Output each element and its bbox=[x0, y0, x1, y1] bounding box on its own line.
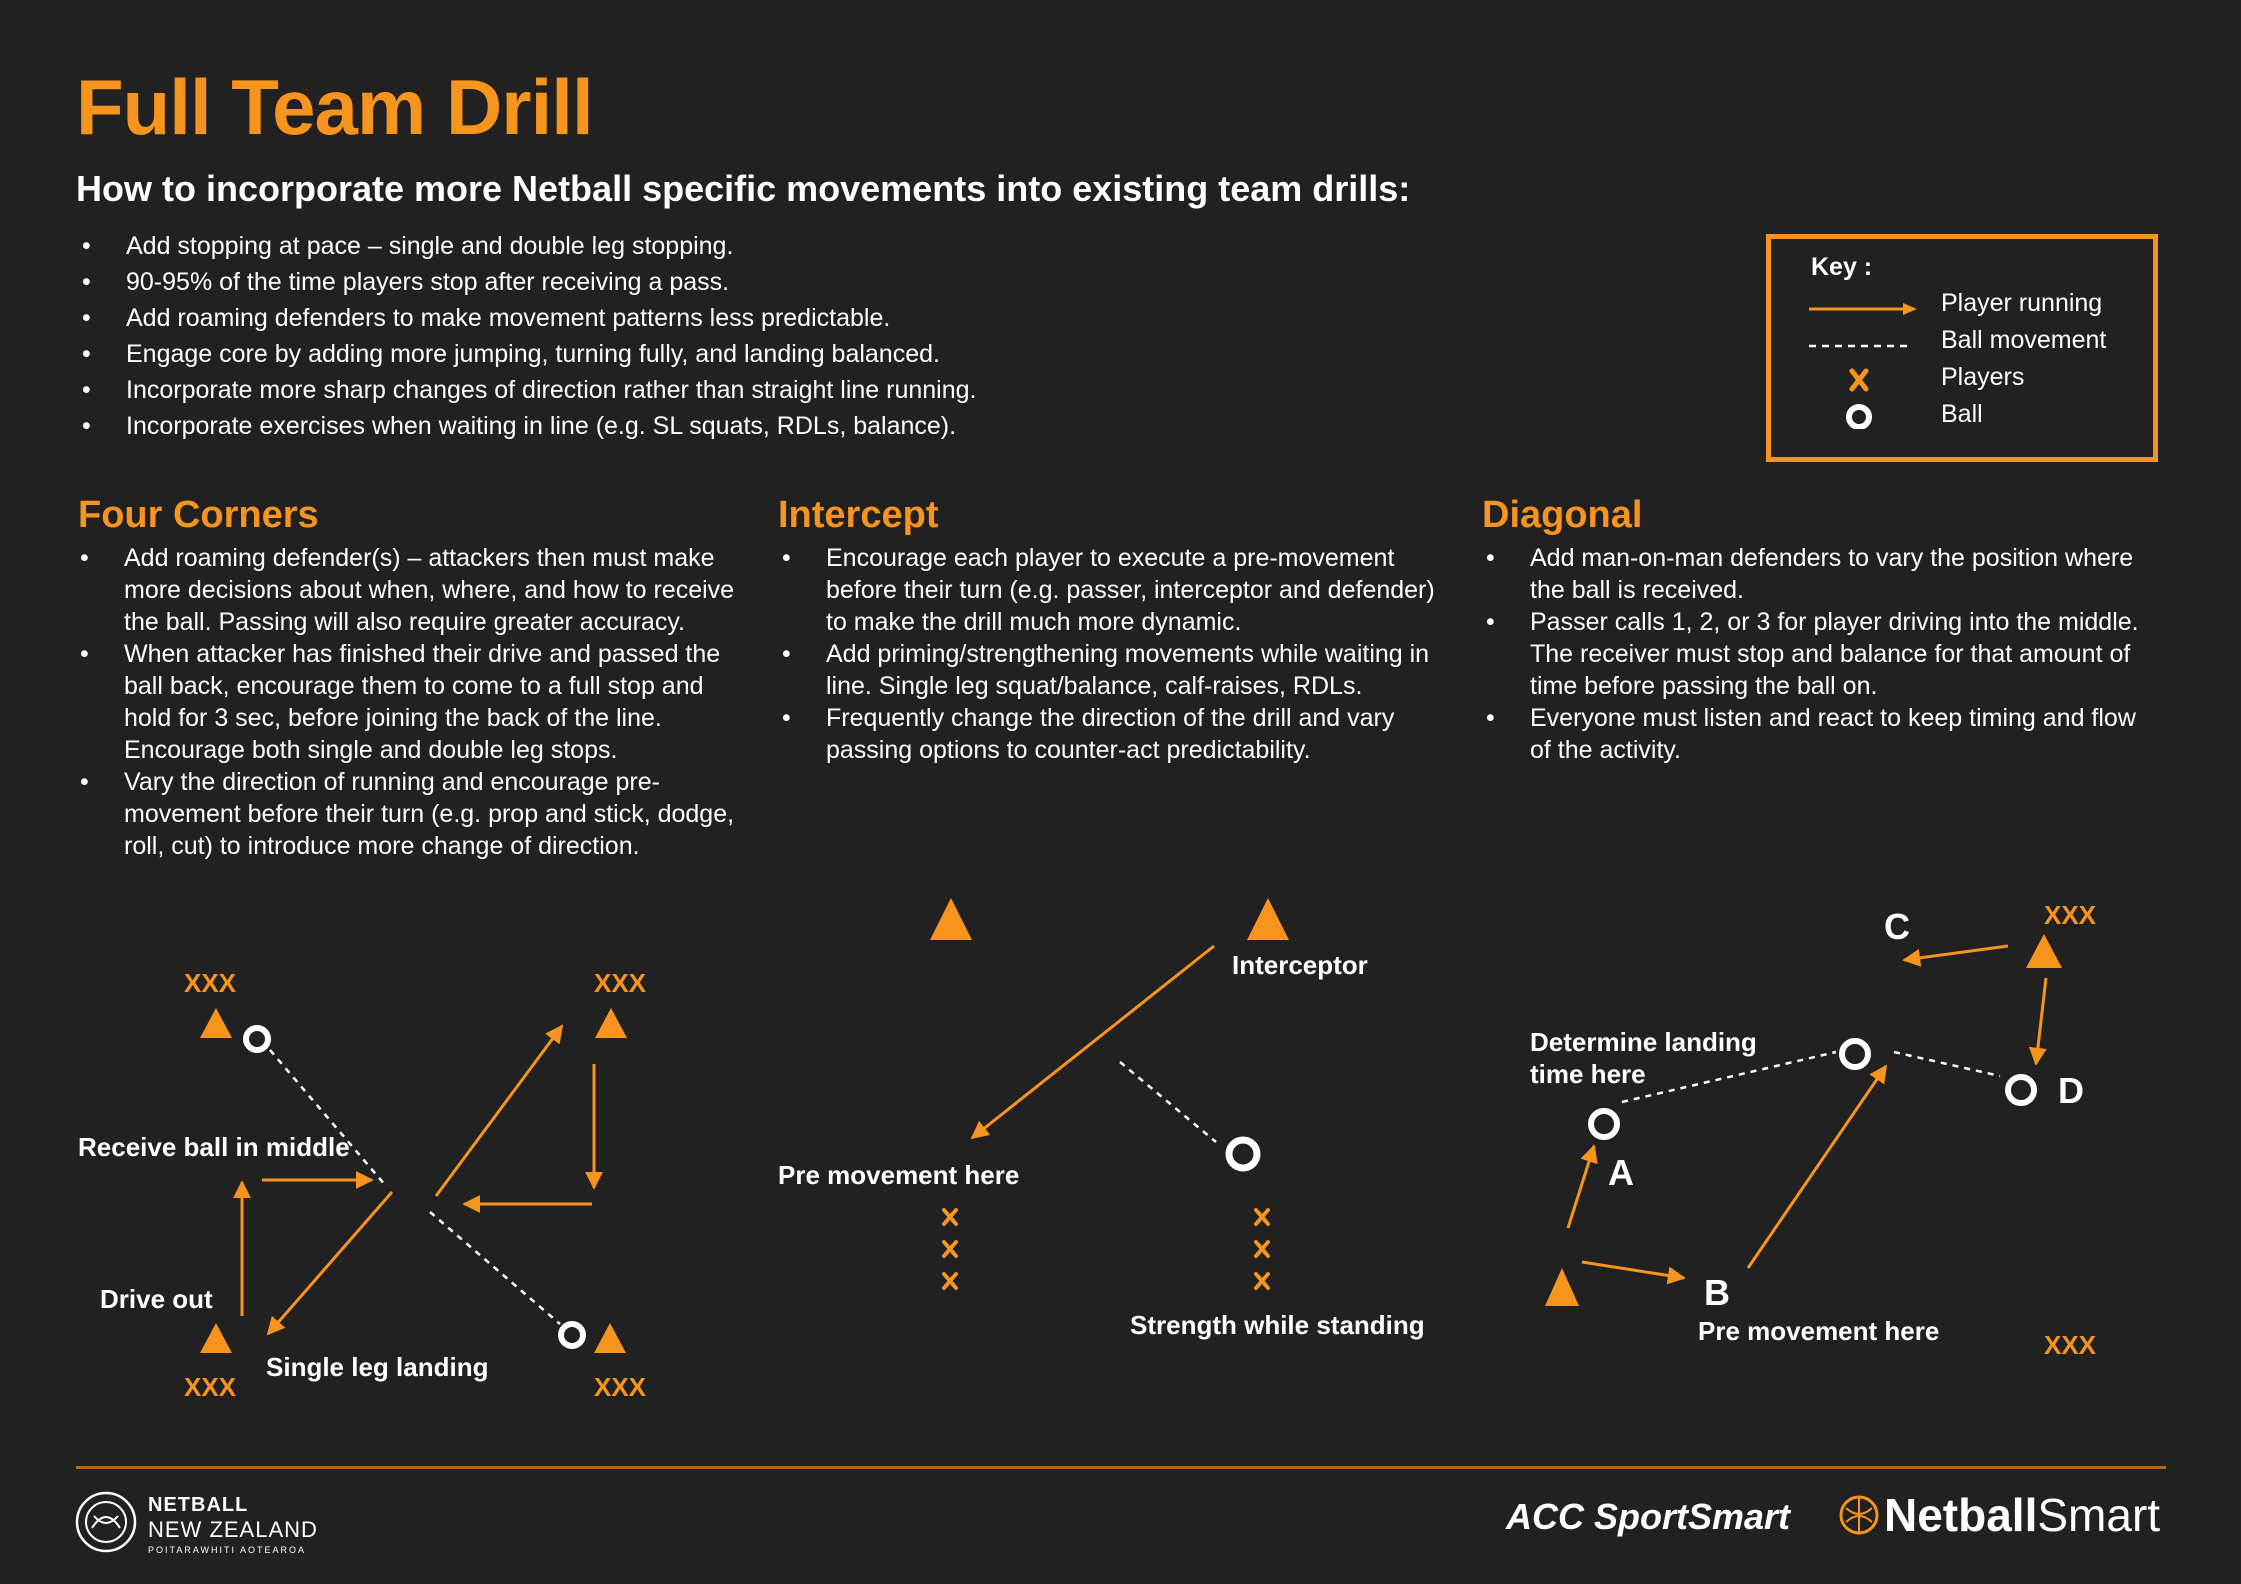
ball-pass-line bbox=[1120, 1062, 1216, 1142]
intro-bullet: • 90-95% of the time players stop after receiving a pass. bbox=[78, 264, 1278, 300]
four-corners-diagram bbox=[200, 1008, 627, 1353]
key-label-ball-movement: Ball movement bbox=[1941, 326, 2107, 354]
netballsmart-wordmark bbox=[1884, 1488, 2160, 1542]
strength-standing-label: Strength while standing bbox=[1130, 1310, 1425, 1340]
cone-icon bbox=[930, 898, 972, 940]
ball-icon bbox=[561, 1324, 583, 1346]
player-group-label: XXX bbox=[594, 968, 647, 998]
netballsmart-logo-icon bbox=[1838, 1494, 1880, 1536]
intercept-bullet: • Encourage each player to execute a pre-movement before their turn (e.g. passer, interceptor and defender) to make the drill much more dynamic. bbox=[778, 542, 1446, 638]
pre-movement-label: Pre movement here bbox=[778, 1160, 1020, 1190]
run-arrow bbox=[436, 1026, 562, 1196]
intro-bullet: • Add stopping at pace – single and double leg stopping. bbox=[78, 228, 1278, 264]
intercept-bullet: • Frequently change the direction of the drill and vary passing options to counter-act predictability. bbox=[778, 702, 1446, 766]
key-label-players: Players bbox=[1941, 363, 2025, 391]
section-title-diagonal: Diagonal bbox=[1482, 494, 1643, 536]
four-corners-bullet: • When attacker has finished their drive and passed the ball back, encourage them to come to a full stop and hold for 3 sec, before joining the back of the line. Encourage both single and double leg stops. bbox=[76, 638, 756, 766]
point-d-label: D bbox=[2058, 1070, 2084, 1111]
four-corners-bullet: • Add roaming defender(s) – attackers then must make more decisions about when, where, and how to receive the ball. Passing will also require greater accuracy. bbox=[76, 542, 756, 638]
player-group-label: XXX bbox=[2044, 1330, 2097, 1360]
page-subtitle: How to incorporate more Netball specific movements into existing team drills: bbox=[76, 168, 1411, 209]
arrow-icon bbox=[1809, 303, 1917, 315]
netball-nz-wordmark bbox=[148, 1494, 318, 1555]
cone-icon bbox=[1247, 898, 1289, 940]
key-label-ball: Ball bbox=[1941, 400, 1983, 428]
netballsmart-bold: Netball bbox=[1884, 1489, 2038, 1541]
run-arrow bbox=[2036, 978, 2046, 1064]
point-b-label: B bbox=[1704, 1272, 1730, 1313]
cone-icon bbox=[200, 1323, 232, 1353]
pre-movement-label: Pre movement here bbox=[1698, 1316, 1940, 1346]
x-icon bbox=[1852, 371, 1866, 389]
netballsmart-light: Smart bbox=[2037, 1489, 2161, 1541]
diagonal-bullet: • Add man-on-man defenders to vary the position where the ball is received. bbox=[1482, 542, 2162, 606]
point-c-label: C bbox=[1884, 906, 1910, 947]
ball-icon bbox=[1229, 1140, 1257, 1168]
intro-bullet: • Engage core by adding more jumping, turning fully, and landing balanced. bbox=[78, 336, 1278, 372]
ball-pass-line bbox=[1894, 1052, 2000, 1076]
single-leg-landing-label: Single leg landing bbox=[266, 1352, 489, 1382]
key-label-running: Player running bbox=[1941, 289, 2103, 317]
diagonal-bullet: • Passer calls 1, 2, or 3 for player driving into the middle. The receiver must stop and balance for that amount of time before passing the ball on. bbox=[1482, 606, 2162, 702]
player-group-label: XXX bbox=[2044, 900, 2097, 930]
run-arrow bbox=[268, 1192, 392, 1334]
run-arrow bbox=[1582, 1262, 1684, 1278]
ball-icon bbox=[1842, 1041, 1868, 1067]
legend-key-box bbox=[1766, 234, 2158, 462]
ball-icon bbox=[2008, 1077, 2034, 1103]
player-group-label: XXX bbox=[594, 1372, 647, 1402]
netball-nz-logo-icon bbox=[74, 1490, 138, 1554]
player-group-label: XXX bbox=[184, 1372, 237, 1402]
cone-icon bbox=[594, 1323, 626, 1353]
run-arrow bbox=[1748, 1066, 1886, 1268]
section-title-intercept: Intercept bbox=[778, 494, 939, 536]
cone-icon bbox=[1545, 1268, 1579, 1306]
nz-line-1: NETBALL bbox=[148, 1494, 249, 1516]
player-group-label: XXX bbox=[184, 968, 237, 998]
ball-icon bbox=[246, 1028, 268, 1050]
intro-bullet: • Add roaming defenders to make movement patterns less predictable. bbox=[78, 300, 1278, 336]
intro-bullet-list bbox=[78, 228, 1278, 444]
four-corners-bullets bbox=[76, 542, 756, 862]
diagonal-bullet: • Everyone must listen and react to keep timing and flow of the activity. bbox=[1482, 702, 2162, 766]
ball-pass-line bbox=[270, 1050, 386, 1186]
landing-time-label: Determine landing time here bbox=[1530, 1027, 1757, 1089]
run-arrow bbox=[1568, 1146, 1594, 1228]
nz-line-2: NEW ZEALAND bbox=[148, 1517, 318, 1542]
run-arrow bbox=[1904, 946, 2008, 960]
cone-icon bbox=[595, 1008, 627, 1038]
x-icon bbox=[944, 1210, 1268, 1288]
ball-pass-line bbox=[430, 1212, 560, 1324]
drive-out-label: Drive out bbox=[100, 1284, 213, 1314]
intercept-bullet: • Add priming/strengthening movements while waiting in line. Single leg squat/balance, calf-raises, RDLs. bbox=[778, 638, 1446, 702]
page-title: Full Team Drill bbox=[76, 63, 593, 151]
cone-icon bbox=[200, 1008, 232, 1038]
four-corners-bullet: • Vary the direction of running and encourage pre-movement before their turn (e.g. prop and stick, dodge, roll, cut) to introduce more change of direction. bbox=[76, 766, 756, 862]
acc-sportsmart-logo: ACC SportSmart bbox=[1506, 1496, 1791, 1537]
key-title: Key : bbox=[1811, 253, 1873, 281]
ball-icon bbox=[1591, 1111, 1617, 1137]
section-title-four-corners: Four Corners bbox=[78, 494, 319, 536]
receive-ball-label: Receive ball in middle bbox=[78, 1132, 350, 1162]
cone-icon bbox=[2026, 934, 2062, 968]
intercept-bullets bbox=[778, 542, 1446, 766]
intro-bullet: • Incorporate more sharp changes of direction rather than straight line running. bbox=[78, 372, 1278, 408]
intro-bullet: • Incorporate exercises when waiting in line (e.g. SL squats, RDLs, balance). bbox=[78, 408, 1278, 444]
key-icons bbox=[1807, 289, 1927, 429]
nz-line-3: POITARAWHITI AOTEAROA bbox=[148, 1545, 307, 1555]
ball-icon bbox=[1849, 407, 1869, 427]
interceptor-label: Interceptor bbox=[1232, 950, 1368, 980]
point-a-label: A bbox=[1608, 1152, 1634, 1193]
footer-divider bbox=[76, 1466, 2166, 1469]
diagonal-bullets bbox=[1482, 542, 2162, 766]
diagonal-diagram bbox=[1545, 934, 2062, 1306]
